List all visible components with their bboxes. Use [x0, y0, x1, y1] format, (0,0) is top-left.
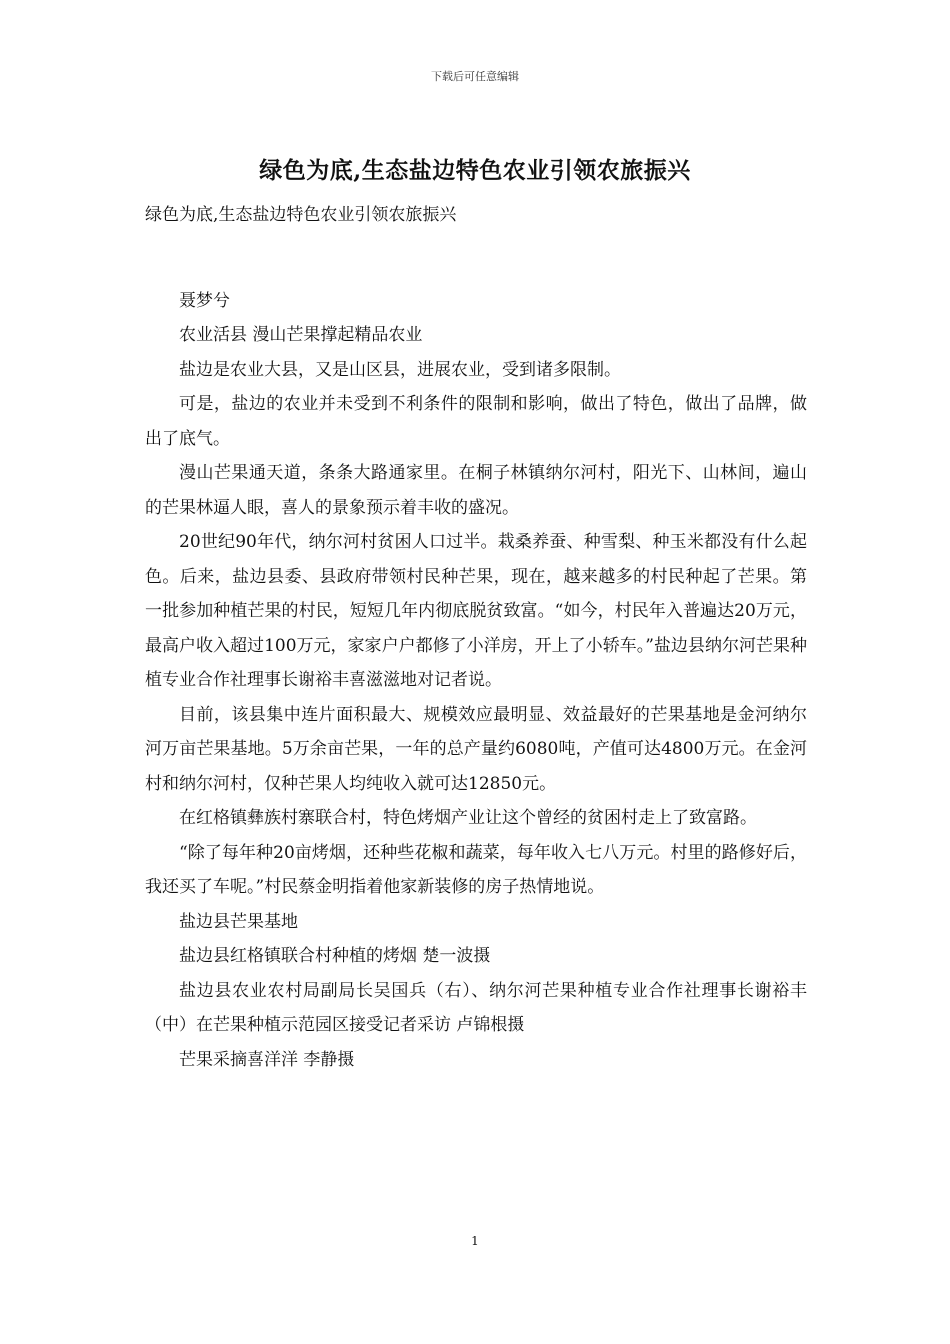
paragraph: 漫山芒果通天道，条条大路通家里。在桐子林镇纳尔河村，阳光下、山林间，遍山的芒果林逼人眼，喜人的景象预示着丰收的盛况。	[145, 463, 807, 518]
page-number: 1	[471, 1234, 479, 1248]
paragraph: 目前，该县集中连片面积最大、规模效应最明显、效益最好的芒果基地是金河纳尔河万亩芒果基地。5万余亩芒果，一年的总产量约6080吨，产值可达4800万元。在金河村和纳尔河村，仅种芒果人均纯收入就可达12850元。	[145, 704, 807, 794]
document-title: 绿色为底,生态盐边特色农业引领农旅振兴	[259, 157, 691, 184]
paragraph: 盐边是农业大县，又是山区县，进展农业，受到诸多限制。	[179, 359, 621, 380]
photo-caption: 盐边县农业农村局副局长吴国兵（右）、纳尔河芒果种植专业合作社理事长谢裕丰（中）在芒果种植示范园区接受记者采访 卢锦根摄	[145, 980, 807, 1035]
paragraph: 可是，盐边的农业并未受到不利条件的限制和影响，做出了特色，做出了品牌，做出了底气。	[145, 394, 807, 449]
paragraph: 在红格镇彝族村寨联合村，特色烤烟产业让这个曾经的贫困村走上了致富路。	[179, 808, 757, 828]
author-line: 聂梦兮	[179, 290, 230, 311]
document-subtitle: 绿色为底,生态盐边特色农业引领农旅振兴	[145, 205, 457, 225]
section-heading: 农业活县 漫山芒果撑起精品农业	[179, 325, 423, 345]
paragraph: 20世纪90年代，纳尔河村贫困人口过半。栽桑养蚕、种雪梨、种玉米都没有什么起色。后来，盐边县委、县政府带领村民种芒果，现在，越来越多的村民种起了芒果。第一批参加种植芒果的村民，短短几年内彻底脱贫致富。“如今，村民年入普遍达20万元，最高户收入超过100万元，家家户户都修了小洋房，开上了小轿车。”盐边县纳尔河芒果种植专业合作社理事长谢裕丰喜滋滋地对记者说。	[145, 532, 807, 690]
paragraph: “除了每年种20亩烤烟，还种些花椒和蔬菜，每年收入七八万元。村里的路修好后，我还买了车呢。”村民蔡金明指着他家新装修的房子热情地说。	[145, 842, 807, 897]
photo-caption: 盐边县红格镇联合村种植的烤烟 楚一波摄	[179, 946, 491, 966]
document-body	[145, 198, 807, 1077]
header-note: 下载后可任意编辑	[431, 70, 519, 83]
photo-caption: 盐边县芒果基地	[179, 911, 298, 932]
photo-caption: 芒果采摘喜洋洋 李静摄	[179, 1049, 355, 1070]
